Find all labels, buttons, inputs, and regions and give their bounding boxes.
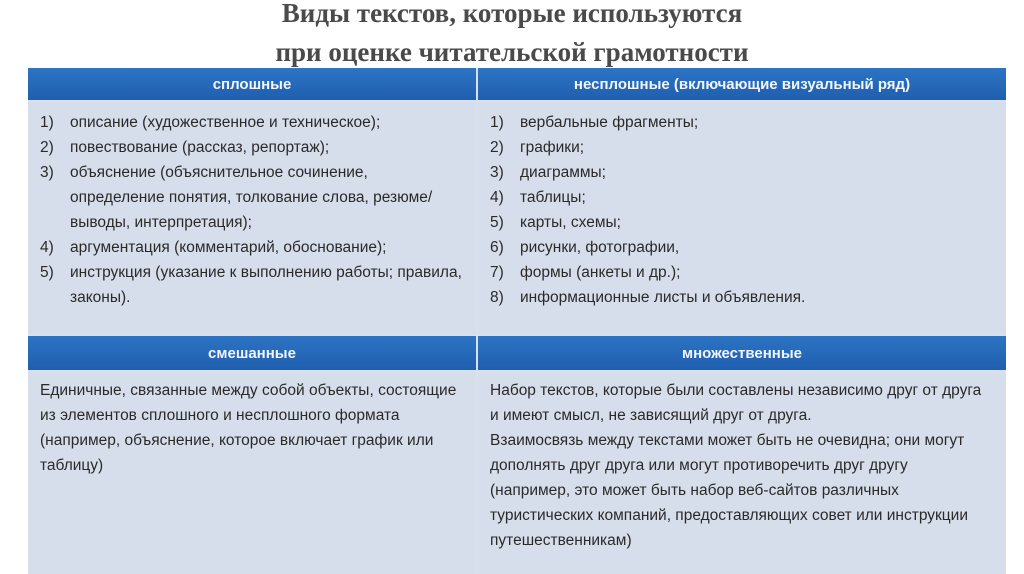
header-continuous-label: сплошные [212,75,292,93]
multiple-description-2: Взаимосвязь между текстами может быть не очевидна; они могут дополнять друг друга или могут противоречить друг другу (например, это может быть набор веб-сайтов различных туристических компаний, предоставляющих совет или инструкции путешественникам) [490,432,968,549]
cell-mixed [28,372,476,574]
header-noncontinuous [478,68,1006,100]
cell-continuous [28,102,476,334]
list-item: 8) информационные листы и объявления. [490,289,806,306]
list-item: 4) таблицы; [490,189,586,206]
cell-multiple [478,372,1006,574]
list-item: 5) карты, схемы; [490,214,621,231]
header-noncontinuous-label: несплошные (включающие визуальный ряд) [573,75,911,93]
continuous-list [40,110,462,310]
header-multiple-label: множественные [681,344,803,362]
multiple-description-1: Набор текстов, которые были составлены независимо друг от друга и имеют смысл, не зависящий друг от друга. [490,382,982,424]
cell-noncontinuous [478,102,1006,334]
list-item: 5) инструкция (указание к выполнению работы; правила, законы). [40,264,462,306]
list-item: 3) объяснение (объяснительное сочинение, определение понятия, толкование слова, резюме/выводы, интерпретация); [40,164,433,231]
list-item: 1) вербальные фрагменты; [490,114,699,131]
list-item: 3) диаграммы; [490,164,606,181]
text-types-table [28,68,1006,574]
noncontinuous-list [490,110,992,310]
header-multiple [478,336,1006,370]
list-item: 6) рисунки, фотографии, [490,239,680,256]
list-item: 2) повествование (рассказ, репортаж); [40,139,330,156]
header-continuous [28,68,476,100]
list-item: 1) описание (художественное и техническое); [40,114,381,131]
list-item: 2) графики; [490,139,585,156]
header-mixed [28,336,476,370]
list-item: 7) формы (анкеты и др.); [490,264,681,281]
slide-title-line-1: Виды текстов, которые используются [281,0,743,28]
mixed-description: Единичные, связанные между собой объекты, состоящие из элементов сплошного и несплошного формата (например, объяснение, которое включает график или таблицу) [40,382,457,474]
header-mixed-label: смешанные [208,344,296,362]
list-item: 4) аргументация (комментарий, обоснование); [40,239,387,256]
slide-title-line-2: при оценке читательской грамотности [275,37,749,67]
